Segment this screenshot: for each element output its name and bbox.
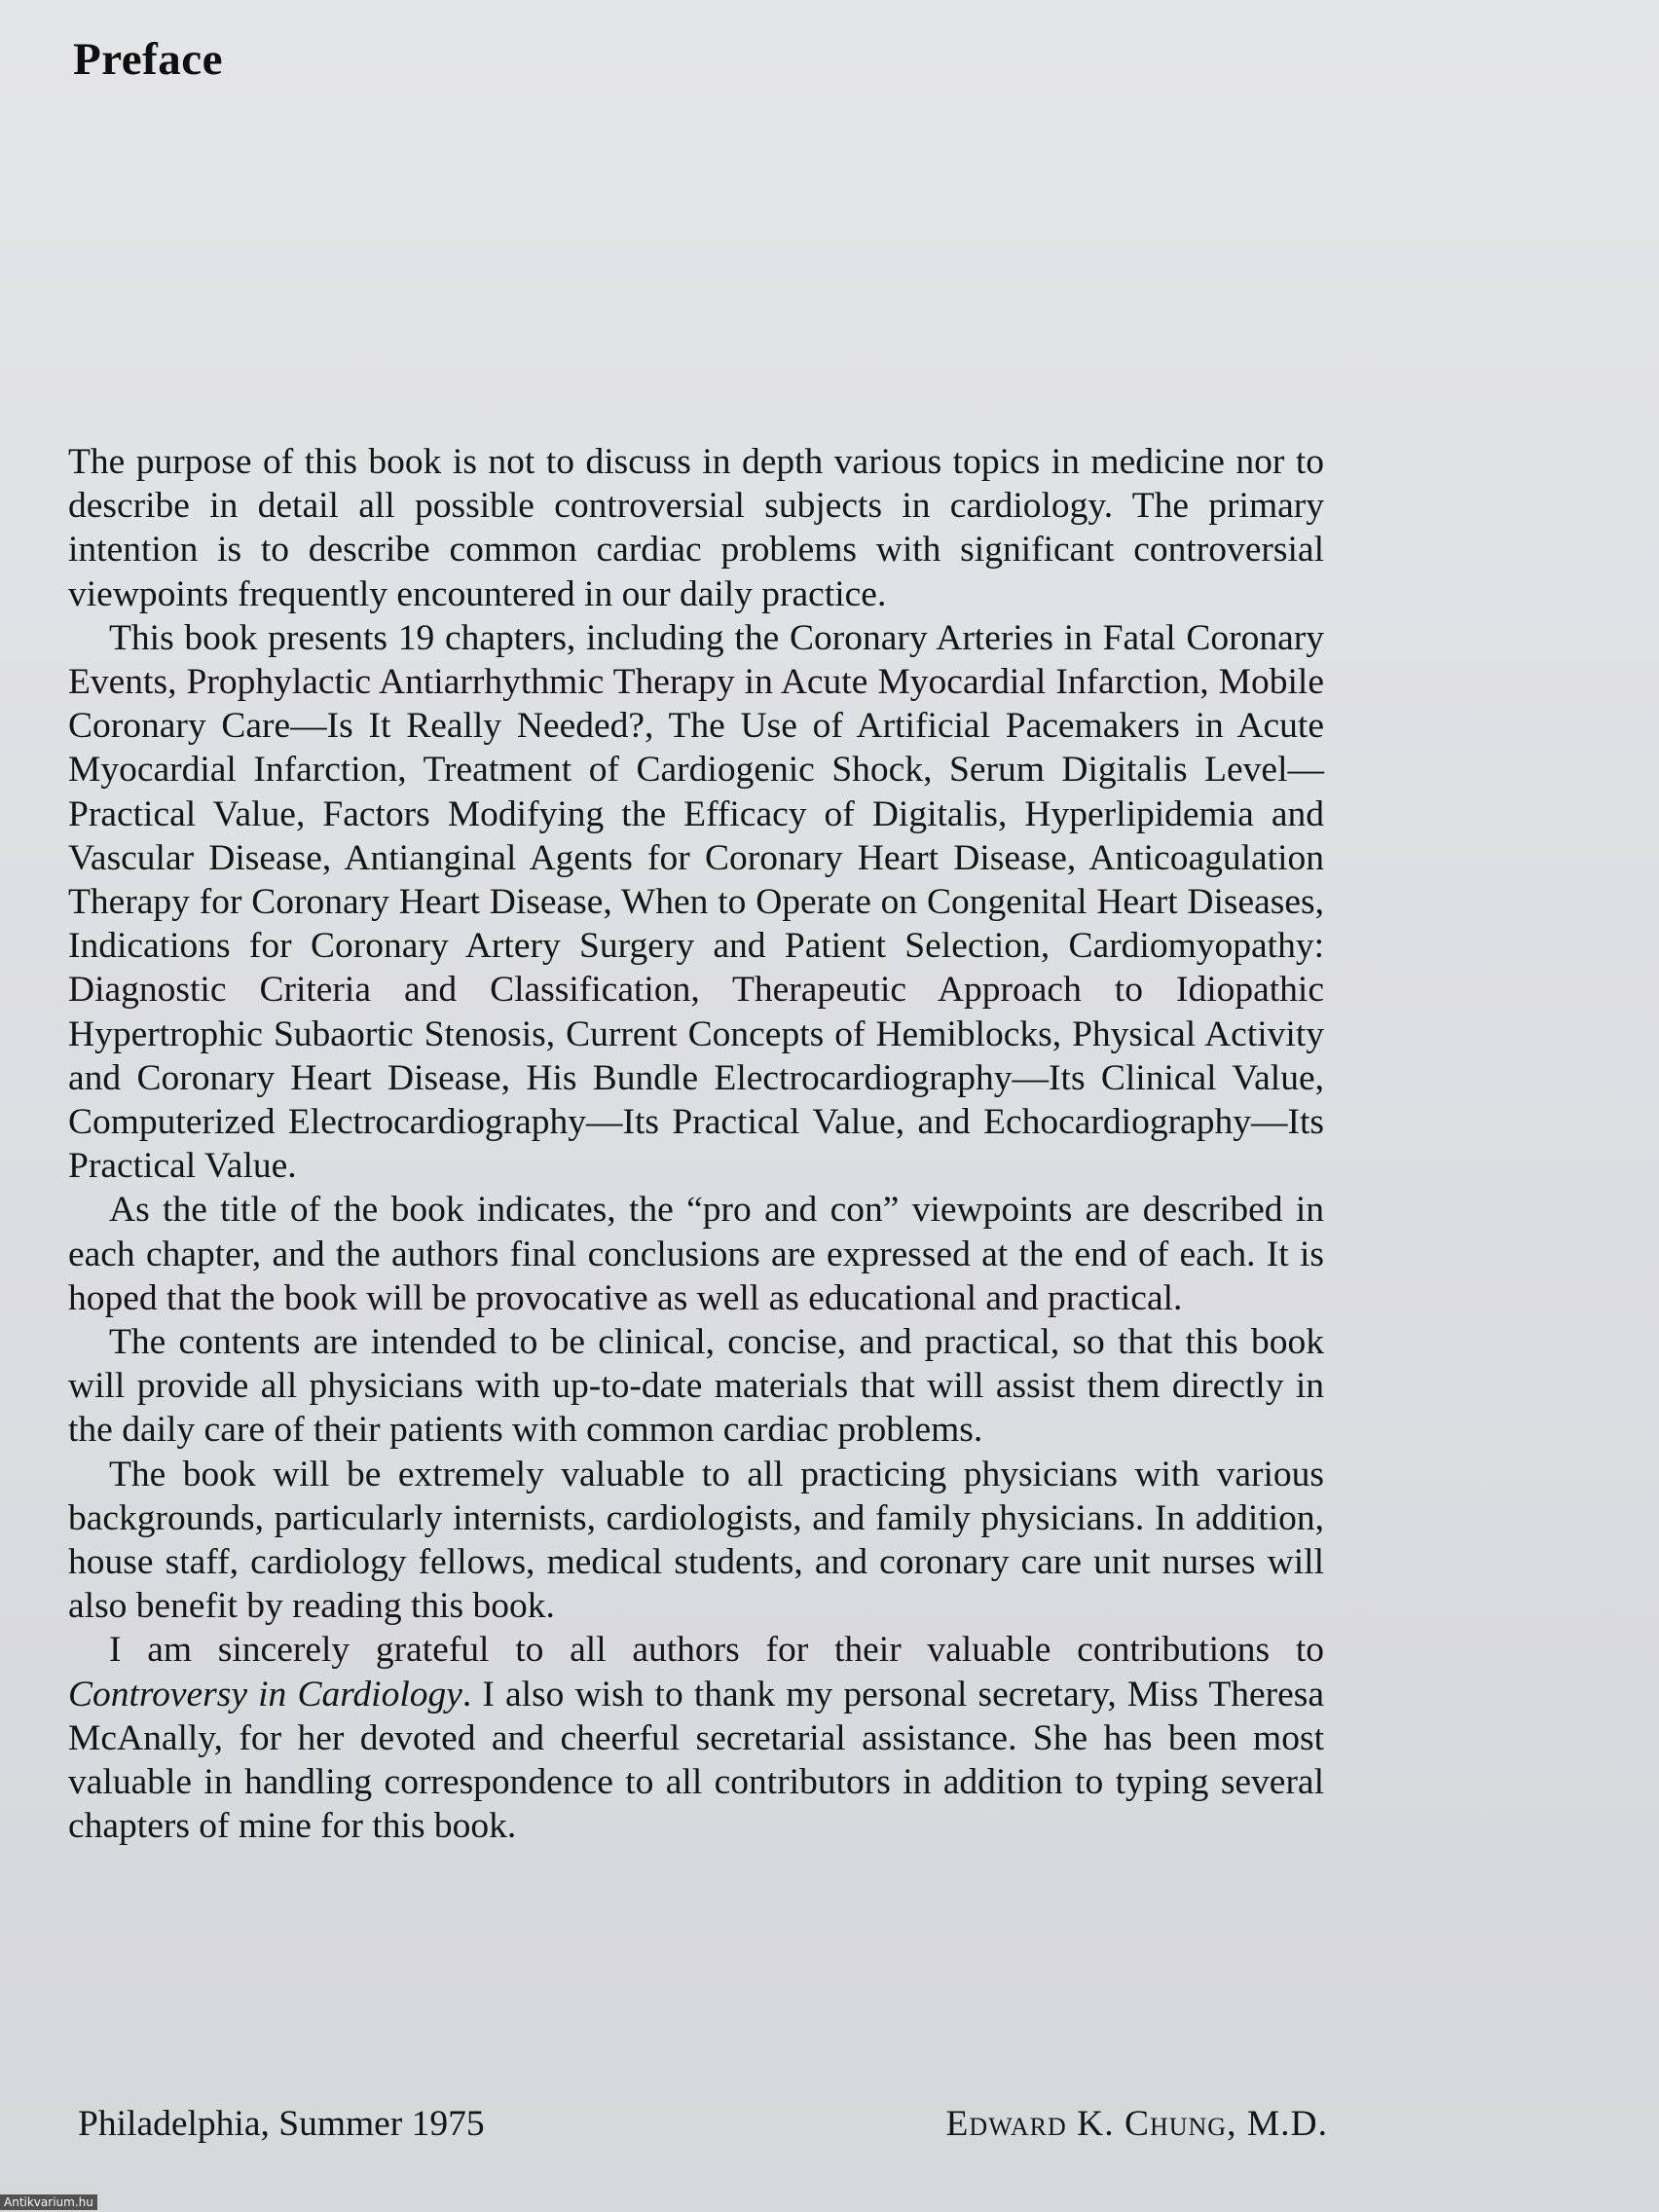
preface-body [68,440,1324,1849]
signoff [78,2103,1328,2145]
paragraph-title: As the title of the book indicates, the “pro and con” viewpoints are described in each chapter, and the authors final conclusions are expressed at the end of each. It is hoped that the book will be provocative as well as educational and practical. [68,1190,1324,1318]
ack-text-end: . I also wish to thank my personal secretary, Miss Theresa McAnally, for her devoted and cheerful secretarial assistance. She has been most valuable in handling correspondence to all contributors in addition to typing several chapters of mine for this book. [68,1674,1324,1847]
author-name: Edward K. Chung, M.D. [945,2104,1328,2144]
place-date: Philadelphia, Summer 1975 [78,2104,485,2144]
paragraph-contents: The contents are intended to be clinical, concise, and practical, so that this book will provide all physicians with up-to-date materials that will assist them directly in the daily care of their patients with common cardiac problems. [68,1322,1324,1451]
watermark: Antikvarium.hu [0,2194,97,2210]
paragraph-acknowledgments [68,1628,1324,1848]
paragraph-chapters: This book presents 19 chapters, including the Coronary Arteries in Fatal Coronary Events, Prophylactic Antiarrhythmic Therapy in Acute Myocardial Infarction, Mobile Coronary Care—Is It Really Needed?, The Use of Artificial Pacemakers in Acute Myocardial Infarction, Treatment of Cardiogenic Shock, Serum Digitalis Level—Practical Value, Factors Modifying the Efficacy of Digitalis, Hyperlipidemia and Vascular Disease, Antianginal Agents for Coronary Heart Disease, Anticoagulation Therapy for Coronary Heart Disease, When to Operate on Congenital Heart Diseases, Indications for Coronary Artery Surgery and Patient Selection, Cardiomyopathy: Diagnostic Criteria and Classification, Therapeutic Approach to Idiopathic Hypertrophic Subaortic Stenosis, Current Concepts of Hemiblocks, Physical Activity and Coronary Heart Disease, His Bundle Electrocardiography—Its Clinical Value, Computerized Electrocardiography—Its Practical Value, and Echocardiography—Its Practical Value. [68,617,1324,1187]
ack-text-start: I am sincerely grateful to all authors for their valuable contributions to [109,1630,1324,1671]
paragraph-audience: The book will be extremely valuable to all practicing physicians with various backgrounds, particularly internists, cardiologists, and family physicians. In addition, house staff, cardiology fellows, medical students, and coronary care unit nurses will also benefit by reading this book. [68,1454,1324,1627]
paragraph-purpose: The purpose of this book is not to discuss in depth various topics in medicine nor to describe in detail all possible controversial subjects in cardiology. The primary intention is to describe common cardiac problems with significant controversial viewpoints frequently encountered in our daily practice. [68,442,1324,614]
book-title: Controversy in Cardiology [68,1674,462,1714]
page-title: Preface [73,34,223,85]
